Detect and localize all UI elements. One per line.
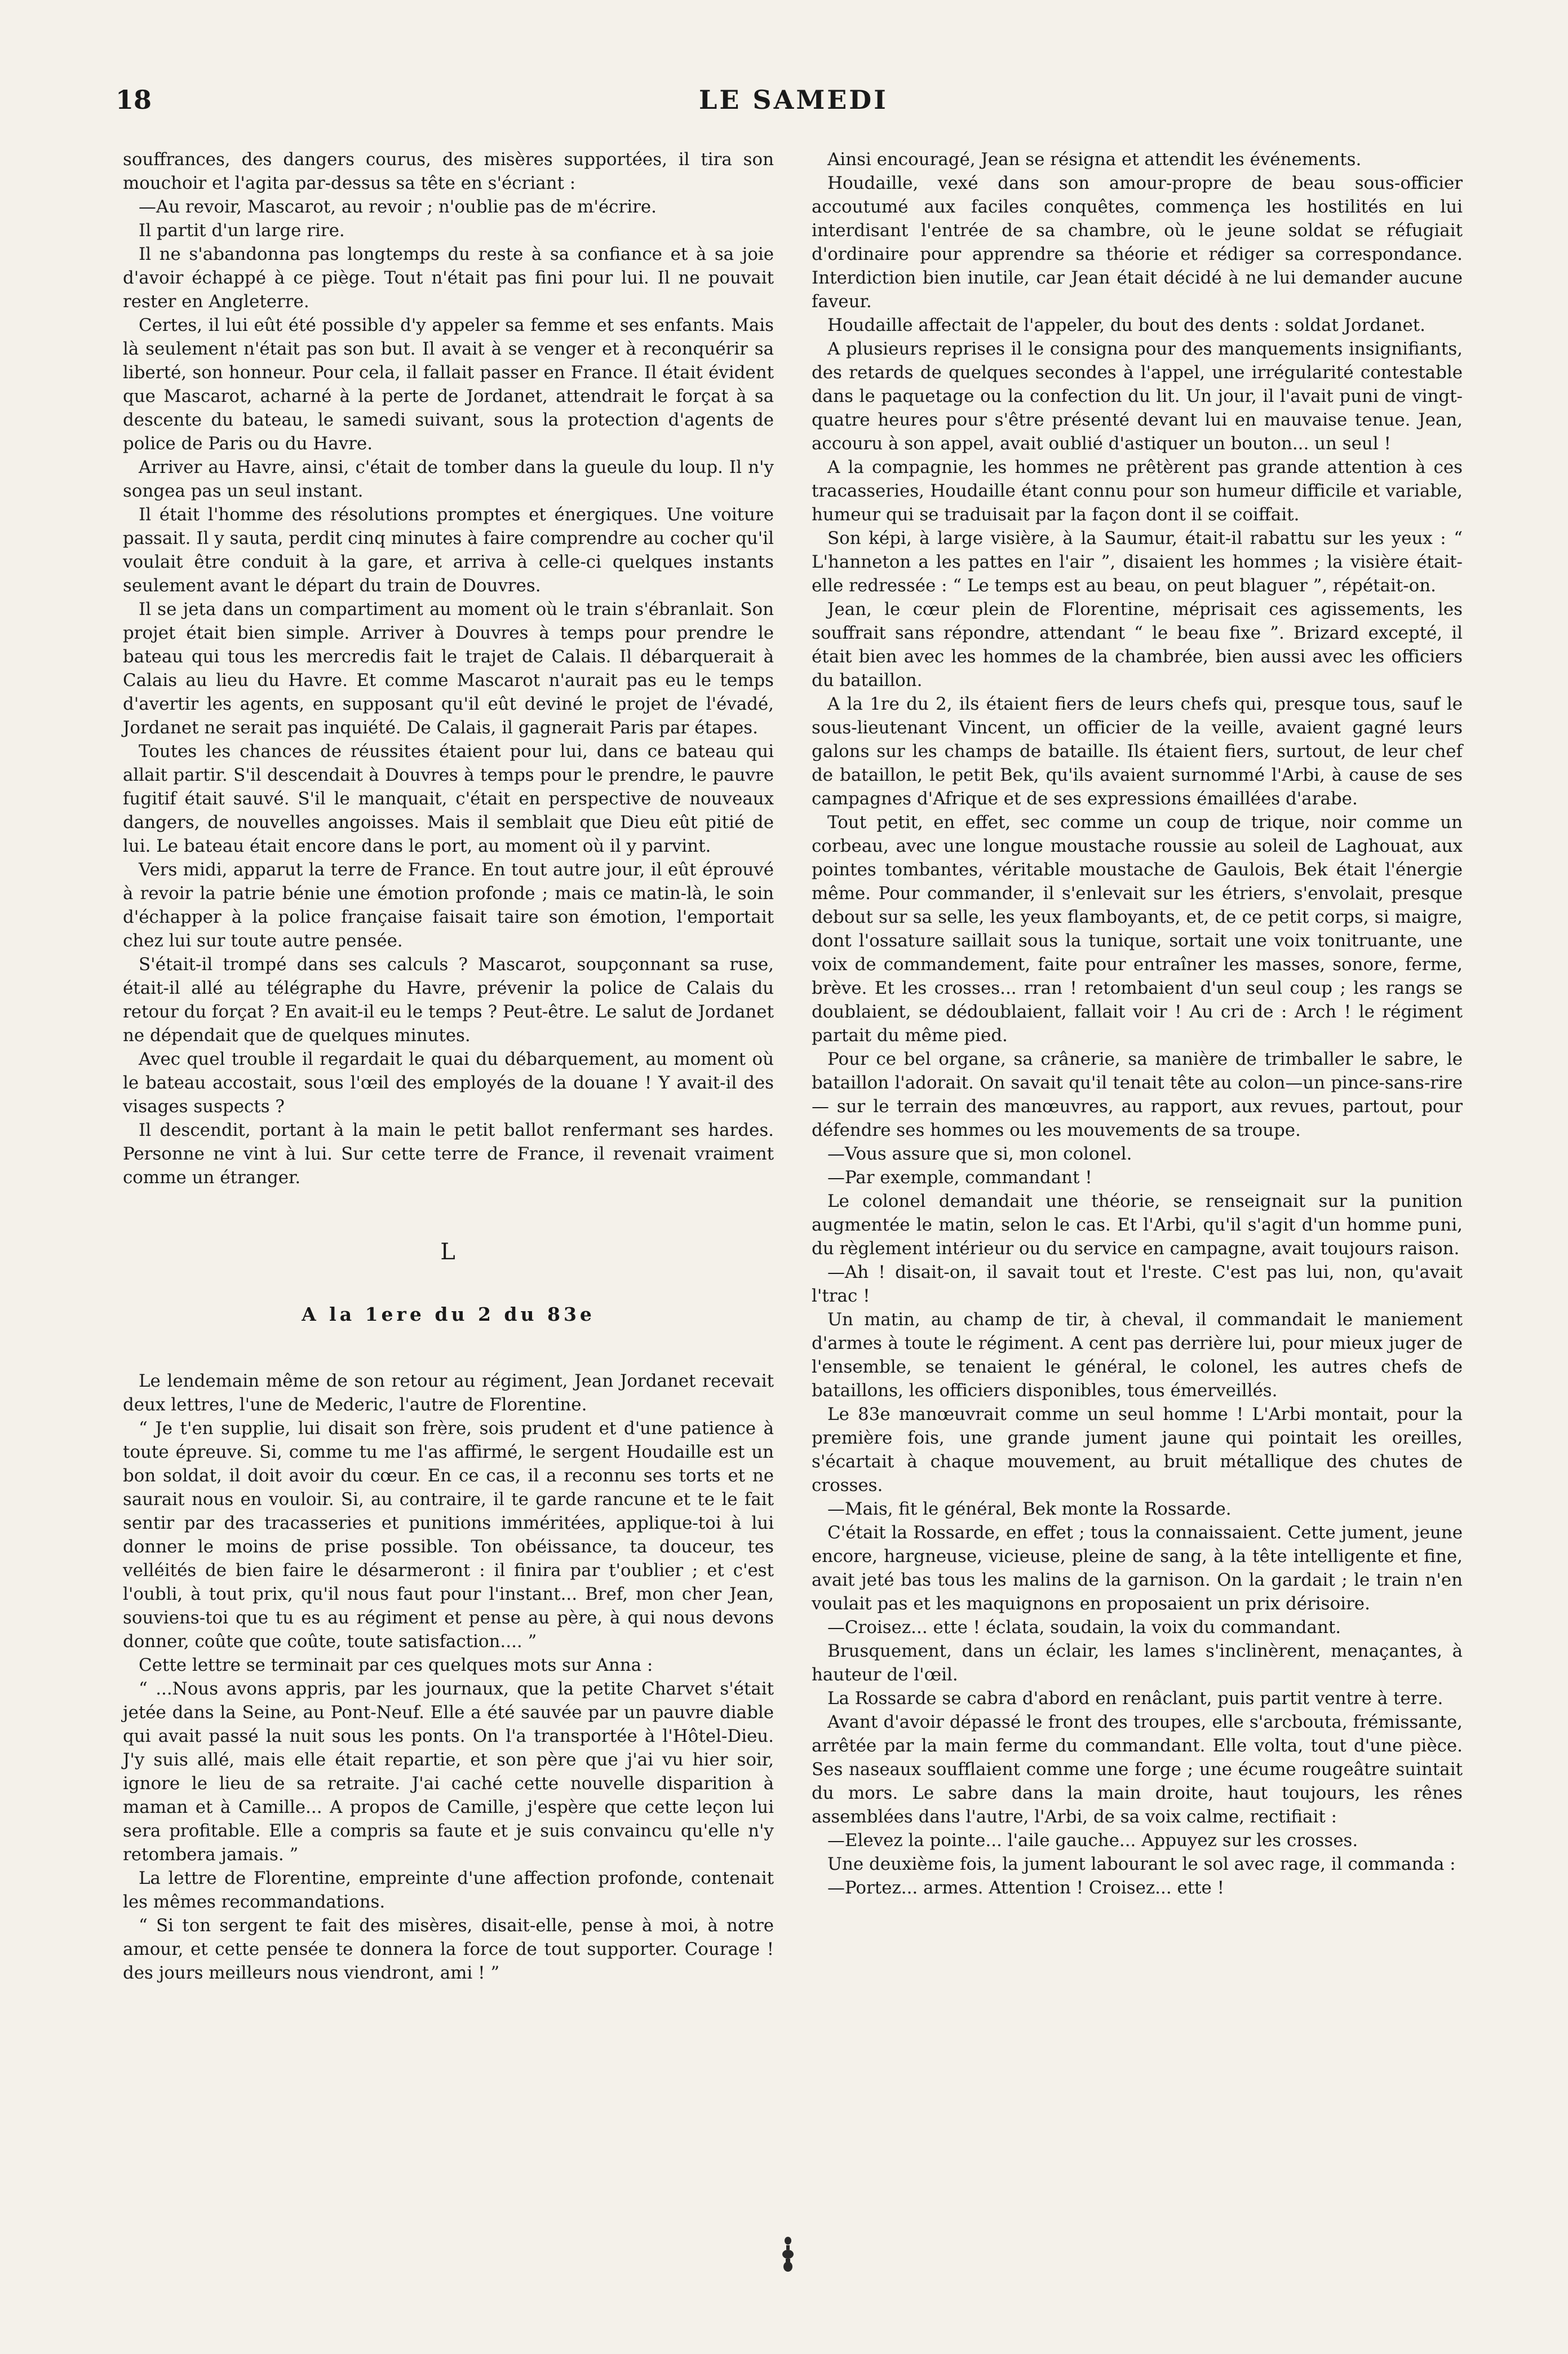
paragraphs-bottom <box>123 1369 774 1985</box>
dialogue-line: —Portez... armes. Attention ! Croisez... ette ! <box>827 1878 1225 1898</box>
paragraph: Cette lettre se terminait par ces quelques mots sur Anna : <box>139 1655 653 1675</box>
letter-quote: “ Si ton sergent te fait des misères, disait-elle, pense à moi, à notre amour, et cette pensée te donnera la force de tout supporter. Courage ! des jours meilleurs nous viendront, ami ! ” <box>123 1915 774 1983</box>
paragraph: —Au revoir, Mascarot, au revoir ; n'oublie pas de m'écrire. <box>139 197 657 217</box>
paragraph: Avant d'avoir dépassé le front des troupes, elle s'arcbouta, frémissante, arrêtée par la main ferme du commandant. Elle volta, tout d'une pièce. Ses naseaux soufflaient comme une forge ; une écume rougeâtre suintait du mors. Le sabre dans la main droite, haut toujours, les rênes assemblées dans l'autre, l'Arbi, de sa voix calme, rectifiait : <box>812 1712 1463 1827</box>
paragraph: Il ne s'abandonna pas longtemps du reste à sa confiance et à sa joie d'avoir échappé à ce piège. Tout n'était pas fini pour lui. Il ne pouvait rester en Angleterre. <box>123 244 774 312</box>
paragraphs-top <box>123 148 774 1189</box>
paragraph: La Rossarde se cabra d'abord en renâclant, puis partit ventre à terre. <box>827 1688 1443 1709</box>
letter-quote: “ ...Nous avons appris, par les journaux, que la petite Charvet s'était jetée dans la Seine, au Pont-Neuf. Elle a été sauvée par un pauvre diable qui avait passé la nuit sous les ponts. On l'a transportée à l'Hôtel-Dieu. J'y suis allé, mais elle était repartie, et son père que j'ai vu hier soir, ignore le lieu de sa retraite. J'ai caché cette nouvelle disparition à maman et à Camille... A propos de Camille, j'espère que cette leçon lui sera profitable. Elle a compris sa faute et je suis convaincu qu'elle n'y retombera jamais. ” <box>123 1679 774 1865</box>
paragraph: C'était la Rossarde, en effet ; tous la connaissaient. Cette jument, jeune encore, hargneuse, vicieuse, pleine de sang, à la tête intelligente et fine, avait jeté bas tous les malins de la garnison. On la gardait ; le train n'en voulait pas et les maquignons en proposaient un prix dérisoire. <box>812 1523 1463 1614</box>
paragraph: Toutes les chances de réussites étaient pour lui, dans ce bateau qui allait partir. S'il descendait à Douvres à temps pour le prendre, le pauvre fugitif était sauvé. S'il le manquait, c'était en perspective de nouveaux dangers, de nouvelles angoisses. Mais il semblait que Dieu eût pitié de lui. Le bateau était encore dans le port, au moment où il y parvint. <box>123 741 774 856</box>
dialogue-line: —Vous assure que si, mon colonel. <box>827 1144 1132 1164</box>
paragraph: S'était-il trompé dans ses calculs ? Mascarot, soupçonnant sa ruse, était-il allé au télégraphe du Havre, prévenir la police de Calais du retour du forçat ? En avait-il eu le temps ? Peut-être. Le salut de Jordanet ne dépendait que de quelques minutes. <box>123 954 774 1046</box>
paragraph: Le lendemain même de son retour au régiment, Jean Jordanet recevait deux lettres, l'une de Mederic, l'autre de Florentine. <box>123 1371 774 1415</box>
paragraph: Pour ce bel organe, sa crânerie, sa manière de trimballer le sabre, le bataillon l'adorait. On savait qu'il tenait tête au colon—un pince-sans-rire — sur le terrain des manœuvres, au rapport, aux revues, partout, pour défendre ses hommes ou les mouvements de sa troupe. <box>812 1049 1463 1140</box>
paragraph: A la compagnie, les hommes ne prêtèrent pas grande attention à ces tracasseries, Houdaille étant connu pour son humeur difficile et variable, humeur qui se traduisait par la façon dont il se coiffait. <box>812 457 1463 525</box>
paragraph: Il était l'homme des résolutions promptes et énergiques. Une voiture passait. Il y sauta, perdit cinq minutes à faire comprendre au cocher qu'il voulait être conduit à la gare, et arriva à celle-ci quelques instants seulement avant le départ du train de Douvres. <box>123 505 774 596</box>
page-number: 18 <box>116 85 152 115</box>
paragraph: Arriver au Havre, ainsi, c'était de tomber dans la gueule du loup. Il n'y songea pas un seul instant. <box>123 457 774 501</box>
paragraph: Une deuxième fois, la jument labourant le sol avec rage, il commanda : <box>827 1854 1456 1874</box>
paragraph: Un matin, au champ de tir, à cheval, il commandait le maniement d'armes à toute le régiment. A cent pas derrière lui, pour mieux juger de l'ensemble, se tenaient le général, le colonel, les autres chefs de bataillons, les officiers disponibles, tous émerveillés. <box>812 1309 1463 1401</box>
dialogue-line: —Croisez... ette ! éclata, soudain, la voix du commandant. <box>827 1617 1341 1638</box>
paragraph: Le colonel demandait une théorie, se renseignait sur la punition augmentée le matin, selon le cas. Et l'Arbi, qu'il s'agit d'un homme puni, du règlement intérieur ou du service en campagne, avait toujours raison. <box>812 1191 1463 1259</box>
left-column <box>123 148 774 1985</box>
paragraph: A plusieurs reprises il le consigna pour des manquements insignifiants, des retards de quelques secondes à l'appel, une irrégularité contestable dans le paquetage ou la confection du lit. Un jour, il l'avait puni de vingt-quatre heures pour s'être présenté devant lui en mauvaise tenue. Jean, accouru à son appel, avait oublié d'astiquer un bouton... un seul ! <box>812 339 1463 454</box>
paragraph: La lettre de Florentine, empreinte d'une affection profonde, contenait les mêmes recommandations. <box>123 1868 774 1912</box>
dialogue-line: —Mais, fit le général, Bek monte la Rossarde. <box>827 1499 1232 1519</box>
paragraph: Houdaille, vexé dans son amour-propre de beau sous-officier accoutumé aux faciles conquêtes, commença les hostilités en lui interdisant l'entrée de sa chambre, où le jeune soldat se réfugiait d'ordinaire pour apprendre sa théorie et rédiger sa correspondance. Interdiction bien inutile, car Jean était décidé à ne lui demander aucune faveur. <box>812 173 1463 312</box>
fleuron-ornament-icon <box>780 2235 796 2275</box>
paragraph: Son képi, à large visière, à la Saumur, était-il rabattu sur les yeux : “ L'hanneton a les pattes en l'air ”, disaient les hommes ; la visière était-elle redressée : “ Le temps est au beau, on peut blaguer ”, répétait-on. <box>812 528 1463 596</box>
paragraph: souffrances, des dangers courus, des misères supportées, il tira son mouchoir et l'agita par-dessus sa tête en s'écriant : <box>123 149 774 193</box>
dialogue-line: —Elevez la pointe... l'aile gauche... Appuyez sur les crosses. <box>827 1830 1358 1851</box>
dialogue-line: —Par exemple, commandant ! <box>827 1167 1092 1188</box>
masthead-title: LE SAMEDI <box>699 85 888 115</box>
paragraph: Ainsi encouragé, Jean se résigna et attendit les événements. <box>827 149 1362 170</box>
paragraph: Tout petit, en effet, sec comme un coup de trique, noir comme un corbeau, avec une longue moustache roussie au soleil de Laghouat, aux pointes tombantes, véritable moustache de Gaulois, Bek était l'énergie même. Pour commander, il s'enlevait sur les étriers, s'envolait, presque debout sur sa selle, les yeux flamboyants, et, de ce petit corps, si maigre, dont l'ossature saillait sous la tunique, sortait une voix tonitruante, une voix de commandement, faite pour entraîner les masses, sonore, ferme, brève. Et les crosses... rran ! retombaient d'un seul coup ; les rangs se doublaient, se dédoublaient, fallait voir ! Au cri de : Arch ! le régiment partait du même pied. <box>812 812 1463 1046</box>
paragraph: Vers midi, apparut la terre de France. En tout autre jour, il eût éprouvé à revoir la patrie bénie une émotion profonde ; mais ce matin-là, le soin d'échapper à la police française faisait taire son émotion, l'emportait chez lui sur toute autre pensée. <box>123 860 774 951</box>
paragraph: A la 1re du 2, ils étaient fiers de leurs chefs qui, presque tous, sauf le sous-lieutenant Vincent, un officier de la veille, avaient gagné leurs galons sur les champs de bataille. Ils étaient fiers, surtout, de leur chef de bataillon, le petit Bek, qu'ils avaient surnommé l'Arbi, à cause de ses campagnes d'Afrique et de ses expressions émaillées d'arabe. <box>812 694 1463 809</box>
paragraph: Il descendit, portant à la main le petit ballot renfermant ses hardes. Personne ne vint à lui. Sur cette terre de France, il revenait vraiment comme un étranger. <box>123 1120 774 1188</box>
letter-quote: “ Je t'en supplie, lui disait son frère, sois prudent et d'une patience à toute épreuve. Si, comme tu me l'as affirmé, le sergent Houdaille est un bon soldat, il doit avoir du cœur. En ce cas, il a reconnu ses torts et ne saurait nous en vouloir. Si, au contraire, il te garde rancune et te le fait sentir par des tracasseries et punitions imméritées, applique-toi à lui donner le moins de prise possible. Ton obéissance, ta douceur, tes velléités de bien faire le désarmeront : il finira par t'oublier ; et c'est l'oubli, à tout prix, qu'il nous faut pour l'instant... Bref, mon cher Jean, souviens-toi que tu es au régiment et pense au père, à qui nous devons donner, coûte que coûte, toute satisfaction.... ” <box>123 1418 774 1652</box>
paragraph: Certes, il lui eût été possible d'y appeler sa femme et ses enfants. Mais là seulement n'était pas son but. Il avait à se venger et à reconquérir sa liberté, son honneur. Pour cela, il fallait passer en France. Il était évident que Mascarot, acharné à la perte de Jordanet, attendrait le forçat à sa descente du bateau, le samedi suivant, sous la protection d'agents de police de Paris ou du Havre. <box>123 315 774 454</box>
paragraph: Il partit d'un large rire. <box>139 220 345 241</box>
paragraph: Avec quel trouble il regardait le quai du débarquement, au moment où le bateau accostait, sous l'œil des employés de la douane ! Y avait-il des visages suspects ? <box>123 1049 774 1117</box>
dialogue-line: —Ah ! disait-on, il savait tout et l'reste. C'est pas lui, non, qu'avait l'trac ! <box>812 1262 1463 1306</box>
paragraph: Brusquement, dans un éclair, les lames s'inclinèrent, menaçantes, à hauteur de l'œil. <box>812 1641 1463 1685</box>
paragraph: Le 83e manœuvrait comme un seul homme ! L'Arbi montait, pour la première fois, une grande jument jaune qui pointait les oreilles, s'écartait à chaque mouvement, au bruit métallique des chutes de crosses. <box>812 1404 1463 1495</box>
chapter-number: L <box>440 1239 457 1265</box>
right-column <box>812 148 1463 1900</box>
paragraph: Jean, le cœur plein de Florentine, méprisait ces agissements, les souffrait sans répondre, attendant “ le beau fixe ”. Brizard excepté, il était bien avec les hommes de la chambrée, bien aussi avec les officiers du bataillon. <box>812 599 1463 691</box>
paragraph: Houdaille affectait de l'appeler, du bout des dents : soldat Jordanet. <box>827 315 1425 335</box>
chapter-title: A la 1ere du 2 du 83e <box>302 1303 595 1325</box>
paragraph: Il se jeta dans un compartiment au moment où le train s'ébranlait. Son projet était bien simple. Arriver à Douvres à temps pour prendre le bateau qui tous les mercredis fait le trajet de Calais. Il débarquerait à Calais au lieu du Havre. Et comme Mascarot n'aurait pas eu le temps d'avertir les agents, en supposant qu'il eût deviné le projet de l'évadé, Jordanet ne serait pas inquiété. De Calais, il gagnerait Paris par étapes. <box>123 599 774 738</box>
